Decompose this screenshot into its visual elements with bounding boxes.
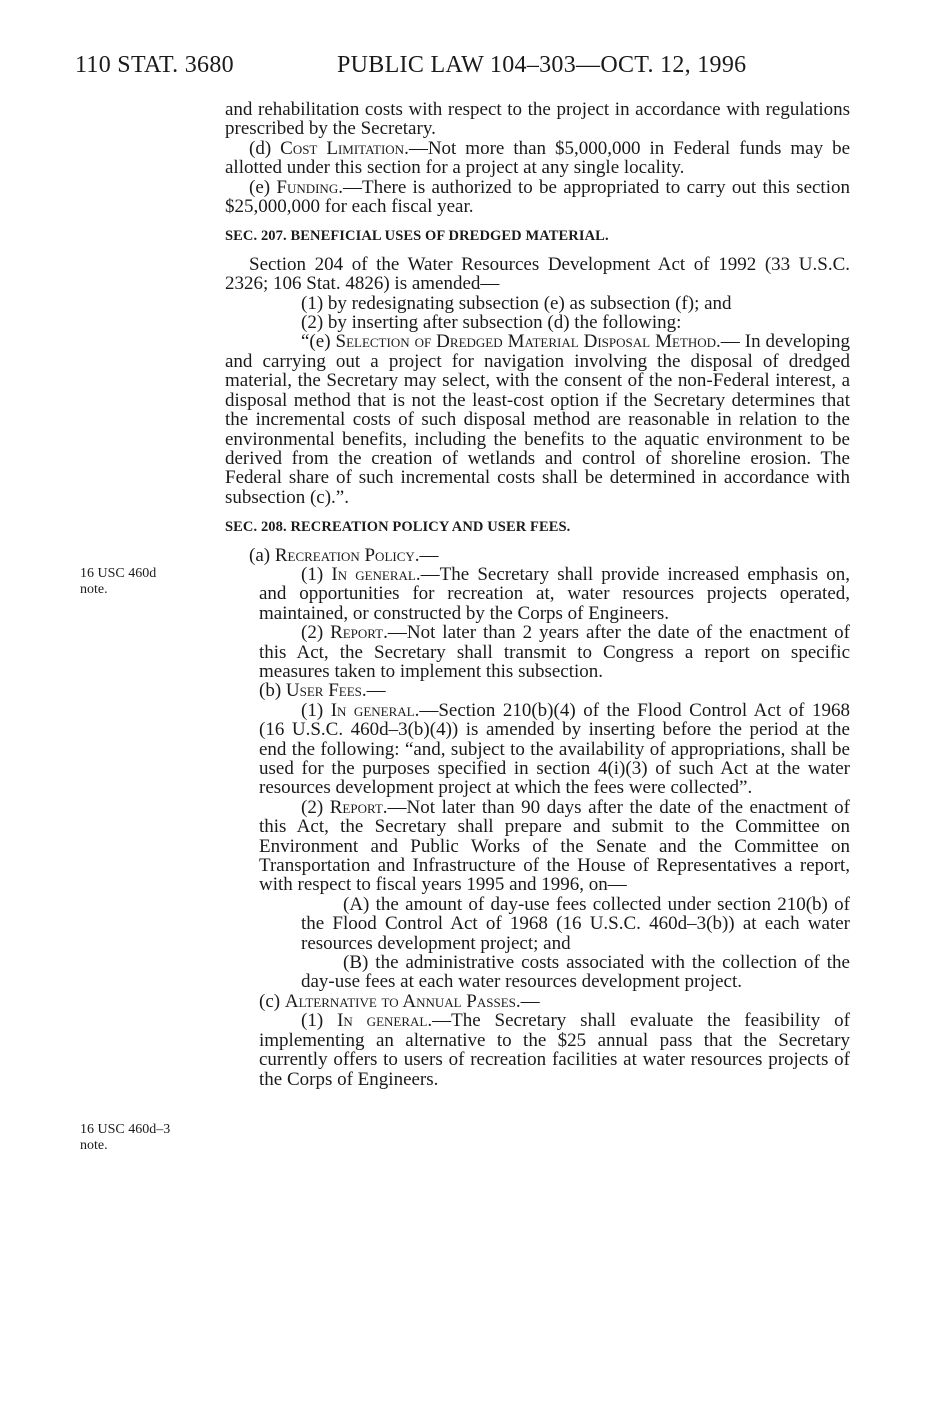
section-207-item-2: (2) by inserting after subsection (d) the following: <box>301 312 682 334</box>
section-208-heading: SEC. 208. RECREATION POLICY AND USER FEES. <box>225 519 571 536</box>
stat-page-number: 110 STAT. 3680 <box>75 52 234 78</box>
subsection-a-heading: (a) Recreation Policy.— <box>249 544 439 566</box>
subsection-c-heading: (c) Alternative to Annual Passes.— <box>259 990 540 1012</box>
page-body <box>225 100 850 1089</box>
subsection-d: (d) Cost Limitation.—Not more than $5,000,000 in Federal funds may be allotted under this section for a project at any single locality. <box>225 137 851 179</box>
subsection-b-2: (2) Report.—Not later than 90 days after the date of the enactment of this Act, the Secretary shall prepare and submit to the Committee on Environment and Public Works of the Senate and the Committee on Transportation and Infrastructure of the House of Representatives a report, with respect to fiscal years 1995 and 1996, on— <box>259 796 851 896</box>
section-207-quoted-subsection: “(e) Selection of Dredged Material Disposal Method.— In developing and carrying out a project for navigation involving the disposal of dredged material, the Secretary may select, with the consent of the non-Federal interest, a disposal method that is not the least-cost option if the Secretary determines that the incremental costs of such disposal method are reasonable in relation to the environmental benefits, including the benefits to the aquatic environment to be derived from the creation of wetlands and control of shoreline erosion. The Federal share of such incremental costs shall be determined in accordance with subsection (c).”. <box>225 331 850 508</box>
paragraph-continuation: and rehabilitation costs with respect to the project in accordance with regulations prescribed by the Secretary. <box>225 99 850 140</box>
subsection-a-1: (1) In general.—The Secretary shall provide increased emphasis on, and opportunities for recreation at, water resources projects operated, maintained, or constructed by the Corps of Engineers. <box>259 563 851 624</box>
section-207-heading: SEC. 207. BENEFICIAL USES OF DREDGED MATERIAL. <box>225 228 609 245</box>
margin-note-460d-3: 16 USC 460d–3 note. <box>80 1122 171 1153</box>
margin-note-460d: 16 USC 460d note. <box>80 566 157 597</box>
subsection-b-heading: (b) User Fees.— <box>259 680 386 702</box>
page-header <box>75 52 855 86</box>
section-207-intro: Section 204 of the Water Resources Development Act of 1992 (33 U.S.C. 2326; 106 Stat. 4826) is amended— <box>225 253 850 295</box>
subsection-b-2-A: (A) the amount of day-use fees collected under section 210(b) of the Flood Control Act of 1968 (16 U.S.C. 460d–3(b)) at each water resources development project; and <box>301 893 850 954</box>
subsection-b-1: (1) In general.—Section 210(b)(4) of the Flood Control Act of 1968 (16 U.S.C. 460d–3(b)(4)) is amended by inserting before the period at the end the following: “and, subject to the availability of appropriations, shall be used for the purposes specified in section 4(i)(3) of such Act at the water resources development project at which the fees were collected”. <box>259 699 850 799</box>
section-207-item-1: (1) by redesignating subsection (e) as subsection (f); and <box>301 292 732 314</box>
subsection-c-1: (1) In general.—The Secretary shall evaluate the feasibility of implementing an alternative to the $25 annual pass that the Secretary currently offers to users of recreation facilities at water resources projects of the Corps of Engineers. <box>259 1010 850 1090</box>
subsection-e: (e) Funding.—There is authorized to be appropriated to carry out this section $25,000,000 for each fiscal year. <box>225 176 850 218</box>
subsection-b-2-B: (B) the administrative costs associated with the collection of the day-use fees at each water resources development project. <box>301 952 850 993</box>
subsection-a-2: (2) Report.—Not later than 2 years after the date of the enactment of this Act, the Secretary shall transmit to Congress a report on specific measures taken to implement this subsection. <box>259 622 850 682</box>
public-law-citation: PUBLIC LAW 104–303—OCT. 12, 1996 <box>337 52 747 78</box>
